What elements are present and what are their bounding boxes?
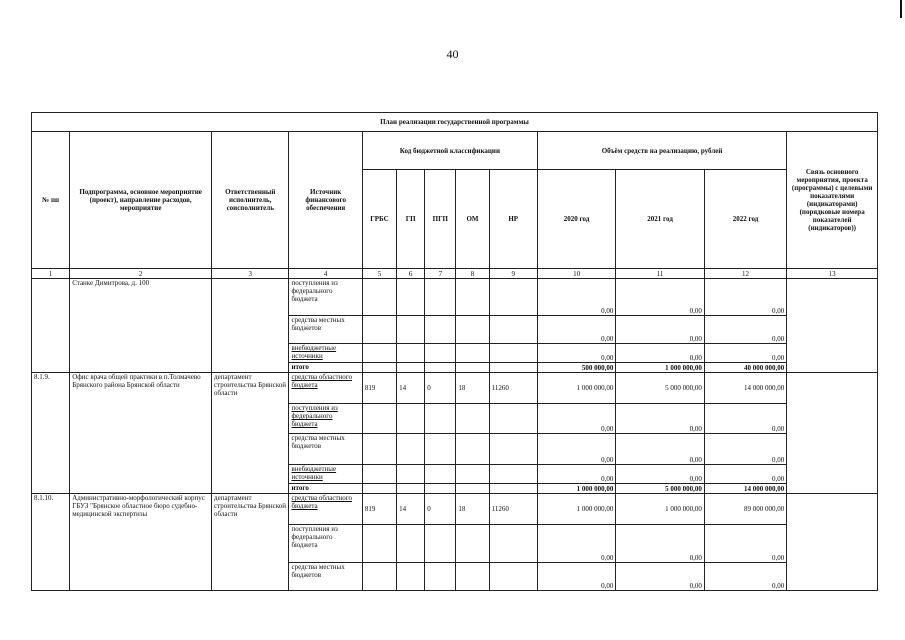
- row-value-2021: 0,00: [616, 344, 705, 363]
- row-source: средства местных бюджетов: [289, 434, 362, 465]
- total-label: итого: [289, 484, 362, 494]
- row-value-2020: 1 000 000,00: [537, 373, 615, 404]
- total-value-2021: 5 000 000,00: [616, 484, 705, 494]
- header-num: № пп: [32, 132, 70, 269]
- header-np: НР: [489, 170, 537, 269]
- col-number: 6: [397, 269, 425, 279]
- col-number: 4: [289, 269, 362, 279]
- row-grbs: 819: [362, 494, 396, 525]
- row-grbs: 819: [362, 373, 396, 404]
- row-source: средства местных бюджетов: [289, 563, 362, 591]
- col-number: 5: [362, 269, 396, 279]
- row-value-2020: 0,00: [537, 316, 615, 344]
- row-value-2022: 0,00: [704, 525, 786, 563]
- row-source: поступления из федерального бюджета: [289, 525, 362, 563]
- header-budget-code: Код бюджетной классификации: [362, 132, 537, 170]
- row-source: внебюджетные источники: [289, 465, 362, 484]
- row-num: 8.1.9.: [32, 373, 70, 494]
- header-program: Подпрограмма, основное мероприятие (проект), направление расходов, мероприятие: [70, 132, 212, 269]
- header-2021: 2021 год: [616, 170, 705, 269]
- row-value-2020: 0,00: [537, 563, 615, 591]
- row-om: 18: [456, 373, 489, 404]
- row-value-2020: 0,00: [537, 404, 615, 434]
- plan-table: [31, 112, 878, 591]
- col-number: 9: [489, 269, 537, 279]
- row-value-2020: 0,00: [537, 434, 615, 465]
- row-value-2020: 0,00: [537, 465, 615, 484]
- row-value-2022: 0,00: [704, 344, 786, 363]
- row-value-2022: 0,00: [704, 465, 786, 484]
- header-executor: Ответственный исполнитель, соисполнитель: [212, 132, 289, 269]
- row-source: внебюджетные источники: [289, 344, 362, 363]
- header-link: Связь основного мероприятия, проекта (программы) с целевыми показателями (индикаторами) (порядковые номера показателей (индикаторов)): [787, 132, 878, 269]
- row-value-2022: 0,00: [704, 316, 786, 344]
- row-gp: 14: [397, 373, 425, 404]
- table-row: [32, 279, 878, 316]
- row-source: средства областного бюджета: [289, 373, 362, 404]
- row-executor: департамент строительства Брянской области: [212, 494, 289, 591]
- row-pgp: 0: [425, 373, 456, 404]
- row-executor-empty: [212, 279, 289, 373]
- row-np: 11260: [489, 494, 537, 525]
- row-value-2021: 0,00: [616, 316, 705, 344]
- scan-edge-mark: [900, 0, 902, 18]
- row-num: 8.1.10.: [32, 494, 70, 591]
- row-value-2020: 0,00: [537, 525, 615, 563]
- header-volume: Объём средств на реализацию, рублей: [537, 132, 786, 170]
- total-value-2020: 500 000,00: [537, 363, 615, 373]
- row-np: 11260: [489, 373, 537, 404]
- row-value-2021: 0,00: [616, 465, 705, 484]
- row-value-2021: 0,00: [616, 563, 705, 591]
- header-pgp: ПГП: [425, 170, 456, 269]
- row-value-2020: 0,00: [537, 344, 615, 363]
- row-executor: департамент строительства Брянской области: [212, 373, 289, 494]
- row-value-2022: 14 000 000,00: [704, 373, 786, 404]
- row-value-2022: 0,00: [704, 404, 786, 434]
- col-number: 11: [616, 269, 705, 279]
- col-number: 1: [32, 269, 70, 279]
- col-number: 7: [425, 269, 456, 279]
- col-number: 2: [70, 269, 212, 279]
- row-om: 18: [456, 494, 489, 525]
- header-om: ОМ: [456, 170, 489, 269]
- row-gp: 14: [397, 494, 425, 525]
- row-value-2022: 0,00: [704, 434, 786, 465]
- col-number: 8: [456, 269, 489, 279]
- total-value-2022: 14 000 000,00: [704, 484, 786, 494]
- row-value-2021: 0,00: [616, 404, 705, 434]
- total-value-2020: 1 000 000,00: [537, 484, 615, 494]
- table-row: [32, 494, 878, 525]
- header-source: Источник финансового обеспечения: [289, 132, 362, 269]
- row-source: средства местных бюджетов: [289, 316, 362, 344]
- row-value-2022: 0,00: [704, 279, 786, 316]
- table-row: [32, 373, 878, 404]
- row-source: поступления из федерального бюджета: [289, 404, 362, 434]
- row-value-2021: 0,00: [616, 434, 705, 465]
- col-number: 3: [212, 269, 289, 279]
- row-link-empty: [787, 494, 878, 591]
- row-program-name: Станке Димитрова, д. 100: [70, 279, 212, 373]
- header-gp: ГП: [397, 170, 425, 269]
- row-value-2021: 5 000 000,00: [616, 373, 705, 404]
- row-value-2022: 0,00: [704, 563, 786, 591]
- col-number: 12: [704, 269, 786, 279]
- column-number-row: [32, 269, 878, 279]
- table-title: План реализации государственной программы: [32, 113, 878, 132]
- total-label: итого: [289, 363, 362, 373]
- row-source: поступления из федерального бюджета: [289, 279, 362, 316]
- total-value-2021: 1 000 000,00: [616, 363, 705, 373]
- header-grbs: ГРБС: [362, 170, 396, 269]
- row-source: средства областного бюджета: [289, 494, 362, 525]
- row-link-empty: [787, 279, 878, 373]
- page-number: 40: [446, 47, 459, 61]
- row-link-empty: [787, 373, 878, 494]
- row-program-name: Офис врача общей практики в п.Толмачево Брянского района Брянской области: [70, 373, 212, 494]
- row-value-2020: 1 000 000,00: [537, 494, 615, 525]
- row-value-2022: 89 000 000,00: [704, 494, 786, 525]
- row-value-2021: 0,00: [616, 279, 705, 316]
- col-number: 13: [787, 269, 878, 279]
- row-pgp: 0: [425, 494, 456, 525]
- total-value-2022: 40 000 000,00: [704, 363, 786, 373]
- row-value-2020: 0,00: [537, 279, 615, 316]
- header-2022: 2022 год: [704, 170, 786, 269]
- row-program-name: Административно-морфологический корпус ГБУЗ "Брянское областное бюро судебно-медицинской экспертизы: [70, 494, 212, 591]
- row-num-empty: [32, 279, 70, 373]
- col-number: 10: [537, 269, 615, 279]
- header-2020: 2020 год: [537, 170, 615, 269]
- row-value-2021: 1 000 000,00: [616, 494, 705, 525]
- row-value-2021: 0,00: [616, 525, 705, 563]
